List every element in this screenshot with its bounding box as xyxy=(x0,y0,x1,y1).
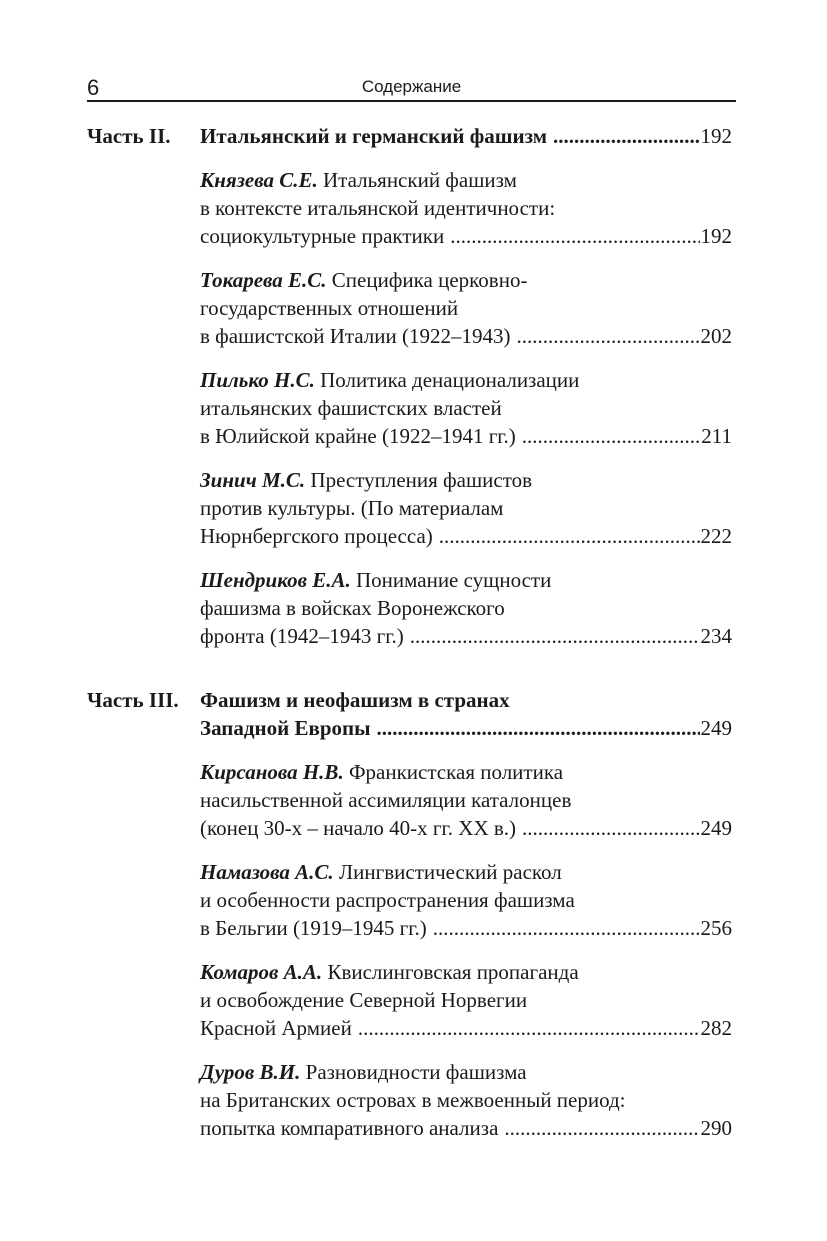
dot-leader xyxy=(522,422,700,450)
running-title: Содержание xyxy=(361,77,462,96)
entry-title-end: Нюрнбергского процесса) xyxy=(200,524,433,548)
toc-entry xyxy=(200,758,732,842)
entry-last-line xyxy=(200,914,732,942)
entry-author: Комаров А.А. xyxy=(200,960,323,984)
part-label: Часть III. xyxy=(87,688,179,712)
entry-last-line xyxy=(200,322,732,350)
entry-title-end: Красной Армией xyxy=(200,1016,352,1040)
entry-title-start: Разновидности фашизма xyxy=(305,1060,527,1084)
entry-title-line: государственных отношений xyxy=(200,296,459,320)
dot-leader xyxy=(433,914,700,942)
entry-first-line xyxy=(200,266,732,294)
entry-first-line xyxy=(200,1058,732,1086)
entry-title-end: в фашистской Италии (1922–1943) xyxy=(200,324,511,348)
entry-title-end: (конец 30-х – начало 40-х гг. XX в.) xyxy=(200,816,517,840)
entry-author: Кирсанова Н.В. xyxy=(200,760,344,784)
toc-entry xyxy=(200,466,732,550)
part-body xyxy=(200,122,732,666)
dot-leader xyxy=(410,622,700,650)
page-header xyxy=(87,72,736,102)
part-title-line: Фашизм и неофашизм в странах xyxy=(200,688,510,712)
entry-first-line xyxy=(200,858,732,886)
entry-first-line xyxy=(200,166,732,194)
entry-title-line: и особенности распространения фашизма xyxy=(200,888,575,912)
entry-title-end: фронта (1942–1943 гг.) xyxy=(200,624,404,648)
dot-leader xyxy=(504,1114,699,1142)
dot-leader xyxy=(450,222,699,250)
entry-first-line xyxy=(200,466,732,494)
entry-title-start: Квислинговская пропаганда xyxy=(327,960,579,984)
entry-last-line xyxy=(200,814,732,842)
part-label: Часть II. xyxy=(87,124,171,148)
entry-title-start: Лингвистический раскол xyxy=(338,860,562,884)
dot-leader xyxy=(517,322,700,350)
entry-last-line xyxy=(200,222,732,250)
dot-leader xyxy=(358,1014,700,1042)
page-number: 6 xyxy=(87,75,100,100)
toc-entry xyxy=(200,366,732,450)
entry-title-line: против культуры. (По материалам xyxy=(200,496,504,520)
entry-title-start: Франкистская политика xyxy=(348,760,564,784)
dot-leader xyxy=(439,522,700,550)
part-title xyxy=(200,122,732,150)
page-ref: 192 xyxy=(700,124,732,148)
entry-title-end: в Юлийской крайне (1922–1941 гг.) xyxy=(200,424,516,448)
toc-entry xyxy=(200,266,732,350)
toc-entry xyxy=(200,958,732,1042)
entry-title-line: в контексте итальянской идентичности: xyxy=(200,196,556,220)
page-ref: 234 xyxy=(700,624,732,648)
entry-title-end: в Бельгии (1919–1945 гг.) xyxy=(200,916,427,940)
entry-first-line xyxy=(200,566,732,594)
entry-title-end: попытка компаративного анализа xyxy=(200,1116,499,1140)
entry-author: Пилько Н.С. xyxy=(200,368,315,392)
toc-part xyxy=(87,122,732,666)
entry-title-start: Преступления фашистов xyxy=(310,468,533,492)
entry-title-start: Итальянский фашизм xyxy=(323,168,517,192)
page-ref: 256 xyxy=(700,916,732,940)
entry-title-start: Понимание сущности xyxy=(355,568,552,592)
part-title-last-line xyxy=(200,122,732,150)
entry-title-line: и освобождение Северной Норвегии xyxy=(200,988,528,1012)
entry-title-start: Политика денационализации xyxy=(320,368,580,392)
entry-last-line xyxy=(200,422,732,450)
page-ref: 249 xyxy=(700,816,732,840)
toc-part xyxy=(87,686,732,1158)
toc-entry xyxy=(200,1058,732,1142)
page-ref: 282 xyxy=(700,1016,732,1040)
entry-last-line xyxy=(200,622,732,650)
entry-first-line xyxy=(200,366,732,394)
entry-title-line: насильственной ассимиляции каталонцев xyxy=(200,788,572,812)
entry-last-line xyxy=(200,522,732,550)
entry-title-line: фашизма в войсках Воронежского xyxy=(200,596,505,620)
dot-leader xyxy=(522,814,699,842)
entry-author: Токарева Е.С. xyxy=(200,268,327,292)
entry-first-line xyxy=(200,758,732,786)
entry-author: Намазова А.С. xyxy=(200,860,334,884)
entry-author: Дуров В.И. xyxy=(200,1060,301,1084)
entry-first-line xyxy=(200,958,732,986)
entry-title-end: социокультурные практики xyxy=(200,224,445,248)
dot-leader xyxy=(553,122,699,150)
toc-entry xyxy=(200,566,732,650)
entry-author: Князева С.Е. xyxy=(200,168,318,192)
entry-title-start: Специфика церковно- xyxy=(331,268,528,292)
entry-author: Шендриков Е.А. xyxy=(200,568,351,592)
entry-author: Зинич М.С. xyxy=(200,468,306,492)
entry-title-line: на Британских островах в межвоенный период: xyxy=(200,1088,626,1112)
part-title-last-line xyxy=(200,714,732,742)
page-ref: 249 xyxy=(700,716,732,740)
page-ref: 290 xyxy=(700,1116,732,1140)
entry-last-line xyxy=(200,1014,732,1042)
page-ref: 202 xyxy=(700,324,732,348)
part-title-text: Итальянский и германский фашизм xyxy=(200,124,548,148)
toc-entry xyxy=(200,166,732,250)
part-body xyxy=(200,686,732,1158)
toc-entry xyxy=(200,858,732,942)
table-of-contents xyxy=(87,122,732,1168)
entry-last-line xyxy=(200,1114,732,1142)
part-title-text: Западной Европы xyxy=(200,716,371,740)
page-ref: 222 xyxy=(700,524,732,548)
page-ref: 211 xyxy=(701,424,732,448)
dot-leader xyxy=(377,714,700,742)
page-ref: 192 xyxy=(700,224,732,248)
part-title xyxy=(200,686,732,742)
entry-title-line: итальянских фашистских властей xyxy=(200,396,502,420)
